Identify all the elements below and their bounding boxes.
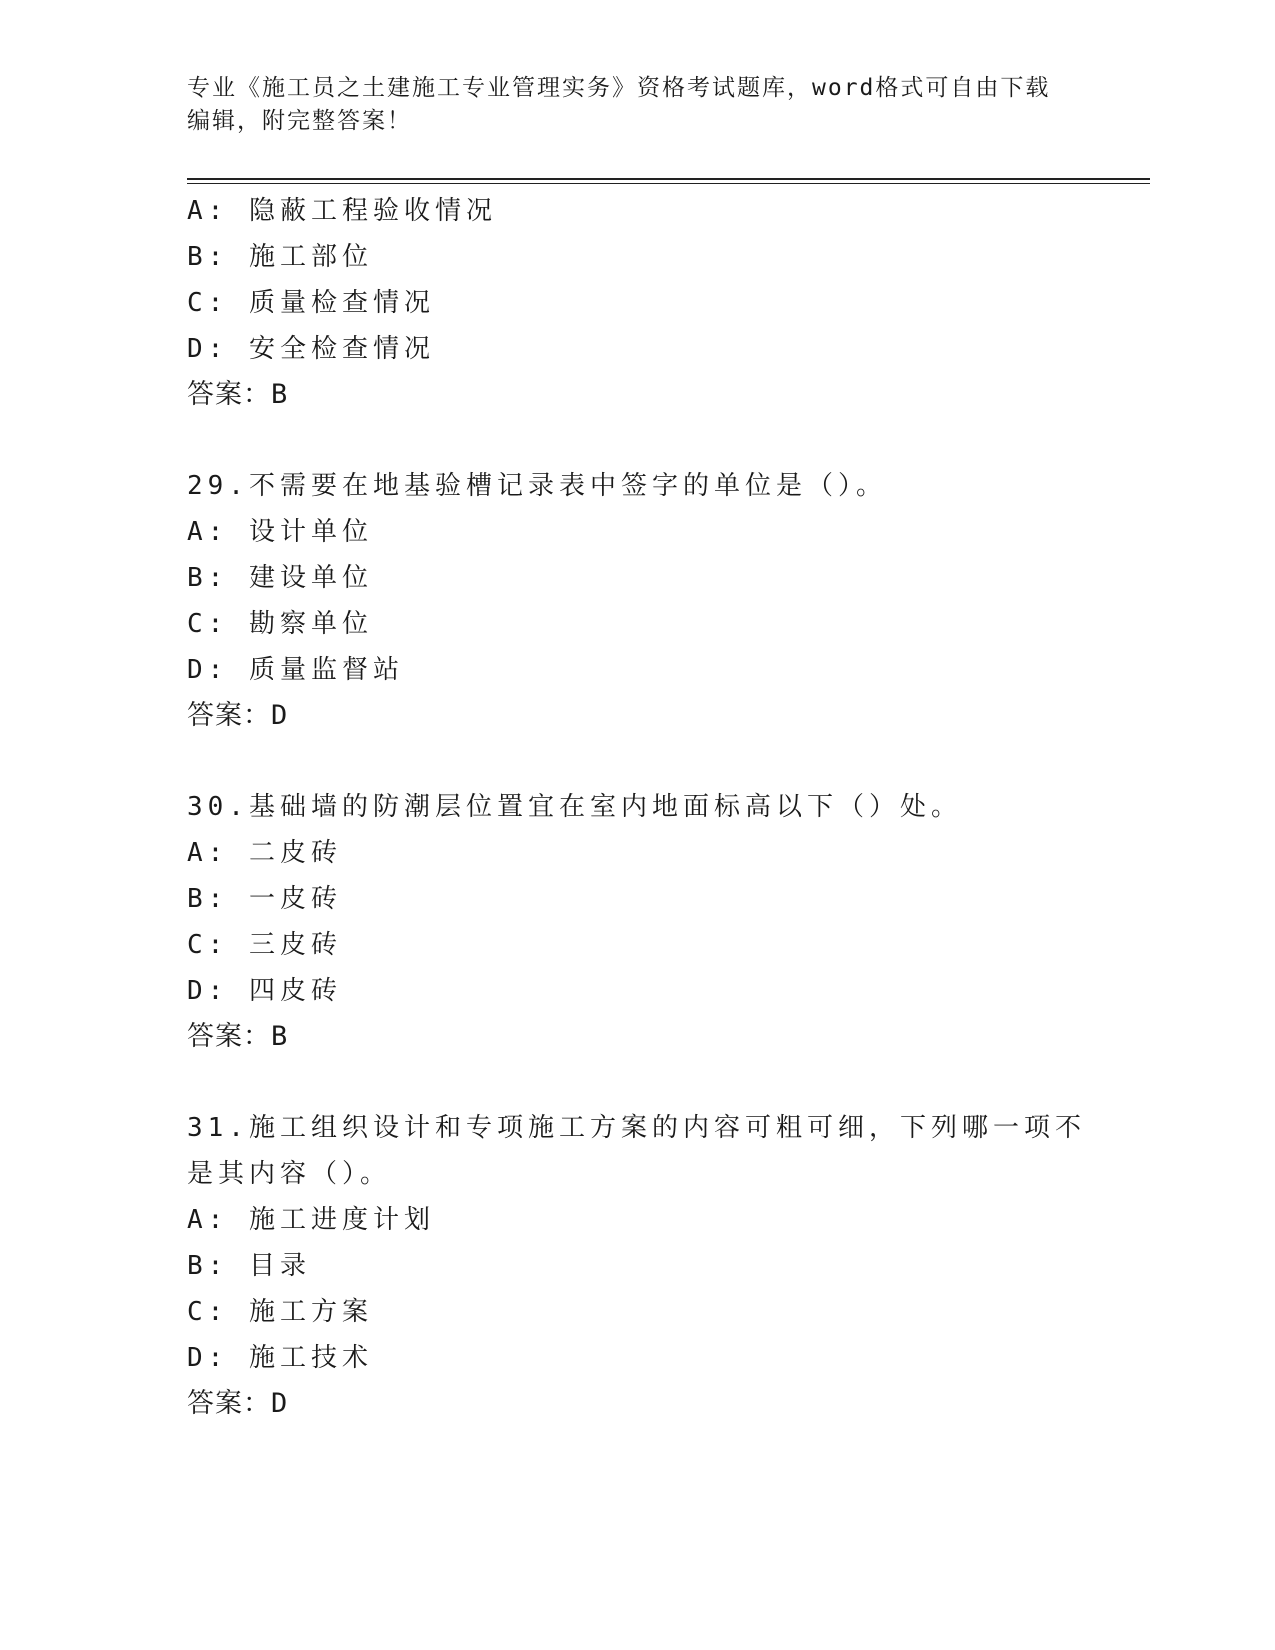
option-a: A: 隐蔽工程验收情况 — [187, 196, 497, 226]
question-stem: 31.施工组织设计和专项施工方案的内容可粗可细，下列哪一项不是其内容（）。 — [187, 1113, 1086, 1189]
answer-line — [187, 1014, 1087, 1060]
answer-line — [187, 372, 1087, 418]
answer-value: D — [271, 1388, 289, 1419]
answer-value: D — [271, 700, 289, 731]
option-b: B: 建设单位 — [187, 563, 373, 593]
answer-value: B — [271, 1021, 289, 1052]
header-divider-thick — [187, 178, 1150, 180]
question-stem: 30.基础墙的防潮层位置宜在室内地面标高以下（）处。 — [187, 792, 962, 822]
question-stem: 29.不需要在地基验槽记录表中签字的单位是（）。 — [187, 471, 887, 501]
question-block-29 — [187, 463, 1087, 739]
option-b: B: 施工部位 — [187, 242, 373, 272]
option-c: C: 勘察单位 — [187, 609, 373, 639]
option-b: B: 一皮砖 — [187, 884, 342, 914]
option-c: C: 施工方案 — [187, 1297, 373, 1327]
option-a: A: 二皮砖 — [187, 838, 342, 868]
answer-label: 答案： — [187, 379, 271, 410]
option-a: A: 施工进度计划 — [187, 1205, 435, 1235]
answer-label: 答案： — [187, 1388, 271, 1419]
answer-line — [187, 693, 1087, 739]
option-d: D: 质量监督站 — [187, 655, 404, 685]
document-header: 专业《施工员之土建施工专业管理实务》资格考试题库，word格式可自由下载编辑，附完整答案！ — [187, 75, 1051, 134]
option-c: C: 三皮砖 — [187, 930, 342, 960]
question-block-28 — [187, 188, 1087, 418]
answer-value: B — [271, 379, 289, 410]
question-block-30 — [187, 784, 1087, 1060]
header-divider-thin — [187, 183, 1150, 184]
option-c: C: 质量检查情况 — [187, 288, 435, 318]
option-b: B: 目录 — [187, 1251, 311, 1281]
option-d: D: 施工技术 — [187, 1343, 373, 1373]
answer-label: 答案： — [187, 700, 271, 731]
option-d: D: 四皮砖 — [187, 976, 342, 1006]
question-block-31 — [187, 1105, 1087, 1427]
option-a: A: 设计单位 — [187, 517, 373, 547]
option-d: D: 安全检查情况 — [187, 334, 435, 364]
answer-line — [187, 1381, 1087, 1427]
answer-label: 答案： — [187, 1021, 271, 1052]
question-content — [187, 188, 1087, 1427]
